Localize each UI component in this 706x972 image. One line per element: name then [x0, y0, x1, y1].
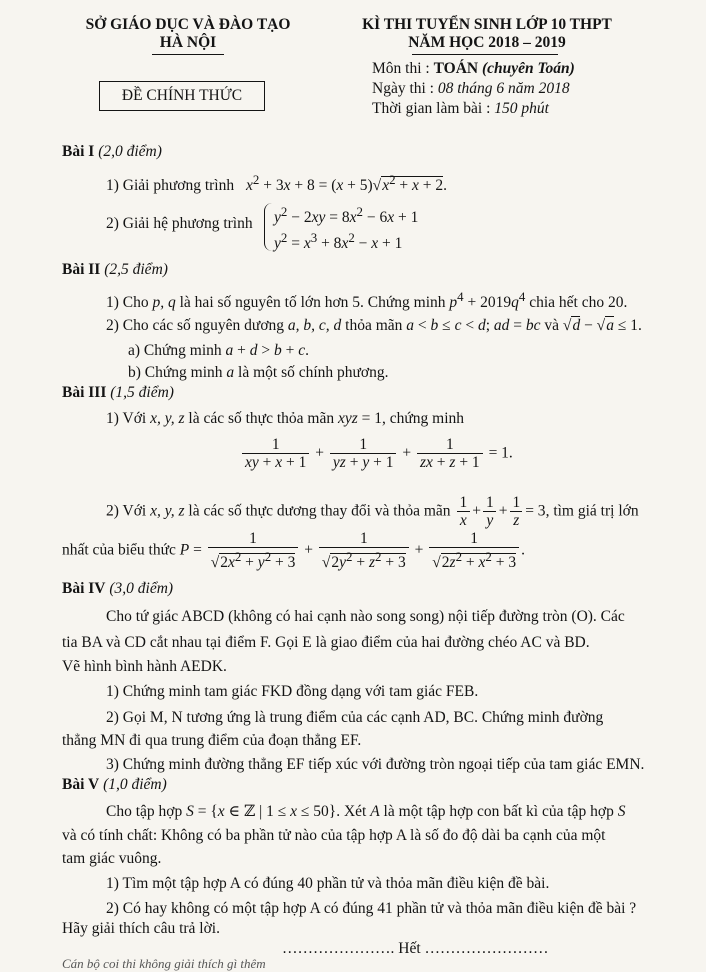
bai-3-q1: 1) Với x, y, z là các số thực thỏa mãn xyz = 1, chứng minh: [106, 410, 465, 427]
bai-5-q3: Hãy giải thích câu trả lời.: [62, 920, 220, 937]
end-marker: …………………. Hết ……………………: [282, 940, 549, 957]
bai-3-identity: $\frac{1}{xy + x + 1}$ + $\frac{1}{yz + y + 1}$ + $\frac{1}{zx + z + 1}$ = 1.: [240, 436, 513, 472]
bai-4-p2: tia BA và CD cắt nhau tại điểm F. Gọi E là giao điểm của hai đường chéo AC và BD.: [62, 634, 590, 651]
bai-2-q1: 1) Cho p, q là hai số nguyên tố lớn hơn 5. Chứng minh $p^4 + 2019q^4$ chia hết cho 20.: [106, 289, 628, 312]
bai-3-heading: Bài III (1,5 điểm): [62, 384, 174, 401]
header-underline-right: [412, 54, 558, 55]
bai-4-q1: 1) Chứng minh tam giác FKD đồng dạng với tam giác FEB.: [106, 683, 479, 700]
bai-2-qa: a) Chứng minh a + d > b + c.: [128, 342, 310, 359]
system-eq-2: $y^2 = x^3 + 8x^2 - x + 1$: [274, 230, 403, 253]
duration-line: Thời gian làm bài : 150 phút: [372, 100, 549, 117]
bai-3-q2: 2) Với x, y, z là các số thực dương thay đổi và thỏa mãn $\frac{1}{x}$ + $\frac{1}{y}$ + $\frac{1}{z}$ = 3, tìm giá trị lớn: [106, 494, 639, 529]
header-underline-left: [152, 54, 224, 55]
bai-4-q2b: thẳng MN đi qua trung điểm của đoạn thẳng EF.: [62, 732, 362, 749]
bai-4-q2a: 2) Gọi M, N tương ứng là trung điểm của các cạnh AD, BC. Chứng minh đường: [106, 709, 604, 726]
bai-1-heading: Bài I (2,0 điểm): [62, 143, 162, 160]
subject-line: Môn thi : TOÁN (chuyên Toán): [372, 60, 575, 77]
school-year: NĂM HỌC 2018 – 2019: [408, 34, 566, 51]
exam-title: KÌ THI TUYỂN SINH LỚP 10 THPT: [362, 16, 612, 33]
bai-4-p1: Cho tứ giác ABCD (không có hai cạnh nào song song) nội tiếp đường tròn (O). Các: [106, 608, 625, 625]
bai-3-expression: nhất của biểu thức P = $\frac{1}{√2x^2 + y^2 + 3}$ + $\frac{1}{√2y^2 + z^2 + 3}$ + $\frac{1}{√2z^2 + x^2 + 3}$ .: [62, 530, 525, 572]
bai-5-q1: 1) Tìm một tập hợp A có đúng 40 phần tử và thỏa mãn điều kiện đề bài.: [106, 875, 550, 892]
department-name: SỞ GIÁO DỤC VÀ ĐÀO TẠO: [85, 16, 291, 33]
bai-2-q2: 2) Cho các số nguyên dương a, b, c, d thỏa mãn a < b ≤ c < d; ad = bc và √d − √a ≤ 1.: [106, 317, 642, 334]
bai-4-q3: 3) Chứng minh đường thẳng EF tiếp xúc với đường tròn ngoại tiếp của tam giác EMN.: [106, 756, 645, 773]
bai-5-p3: tam giác vuông.: [62, 850, 162, 867]
department-city: HÀ NỘI: [159, 34, 217, 51]
bai-2-qb: b) Chứng minh a là một số chính phương.: [128, 364, 389, 381]
exam-date-line: Ngày thi : 08 tháng 6 năm 2018: [372, 80, 570, 97]
bai-4-heading: Bài IV (3,0 điểm): [62, 580, 174, 597]
bai-1-q1: 1) Giải phương trình $x^2 + 3x + 8 = (x + 5)√x^2 + x + 2$.: [106, 172, 448, 195]
bai-2-heading: Bài II (2,5 điểm): [62, 261, 168, 278]
bai-5-q2: 2) Có hay không có một tập hợp A có đúng 41 phần tử và thỏa mãn điều kiện đề bài ?: [106, 900, 637, 917]
bai-5-p2: và có tính chất: Không có ba phần tử nào của tập hợp A là số đo độ dài ba cạnh của một: [62, 827, 606, 844]
bai-1-q2: 2) Giải hệ phương trình: [106, 215, 253, 232]
bai-5-heading: Bài V (1,0 điểm): [62, 776, 167, 793]
official-stamp: ĐỀ CHÍNH THỨC: [99, 81, 265, 111]
system-eq-1: $y^2 - 2xy = 8x^2 - 6x + 1$: [274, 204, 419, 227]
bai-4-p3: Vẽ hình bình hành AEDK.: [62, 658, 227, 675]
footer-note: Cán bộ coi thi không giải thích gì thêm: [62, 956, 266, 971]
bai-5-p1: Cho tập hợp S = {x ∈ ℤ | 1 ≤ x ≤ 50}. Xét A là một tập hợp con bất kì của tập hợp S: [106, 803, 626, 820]
